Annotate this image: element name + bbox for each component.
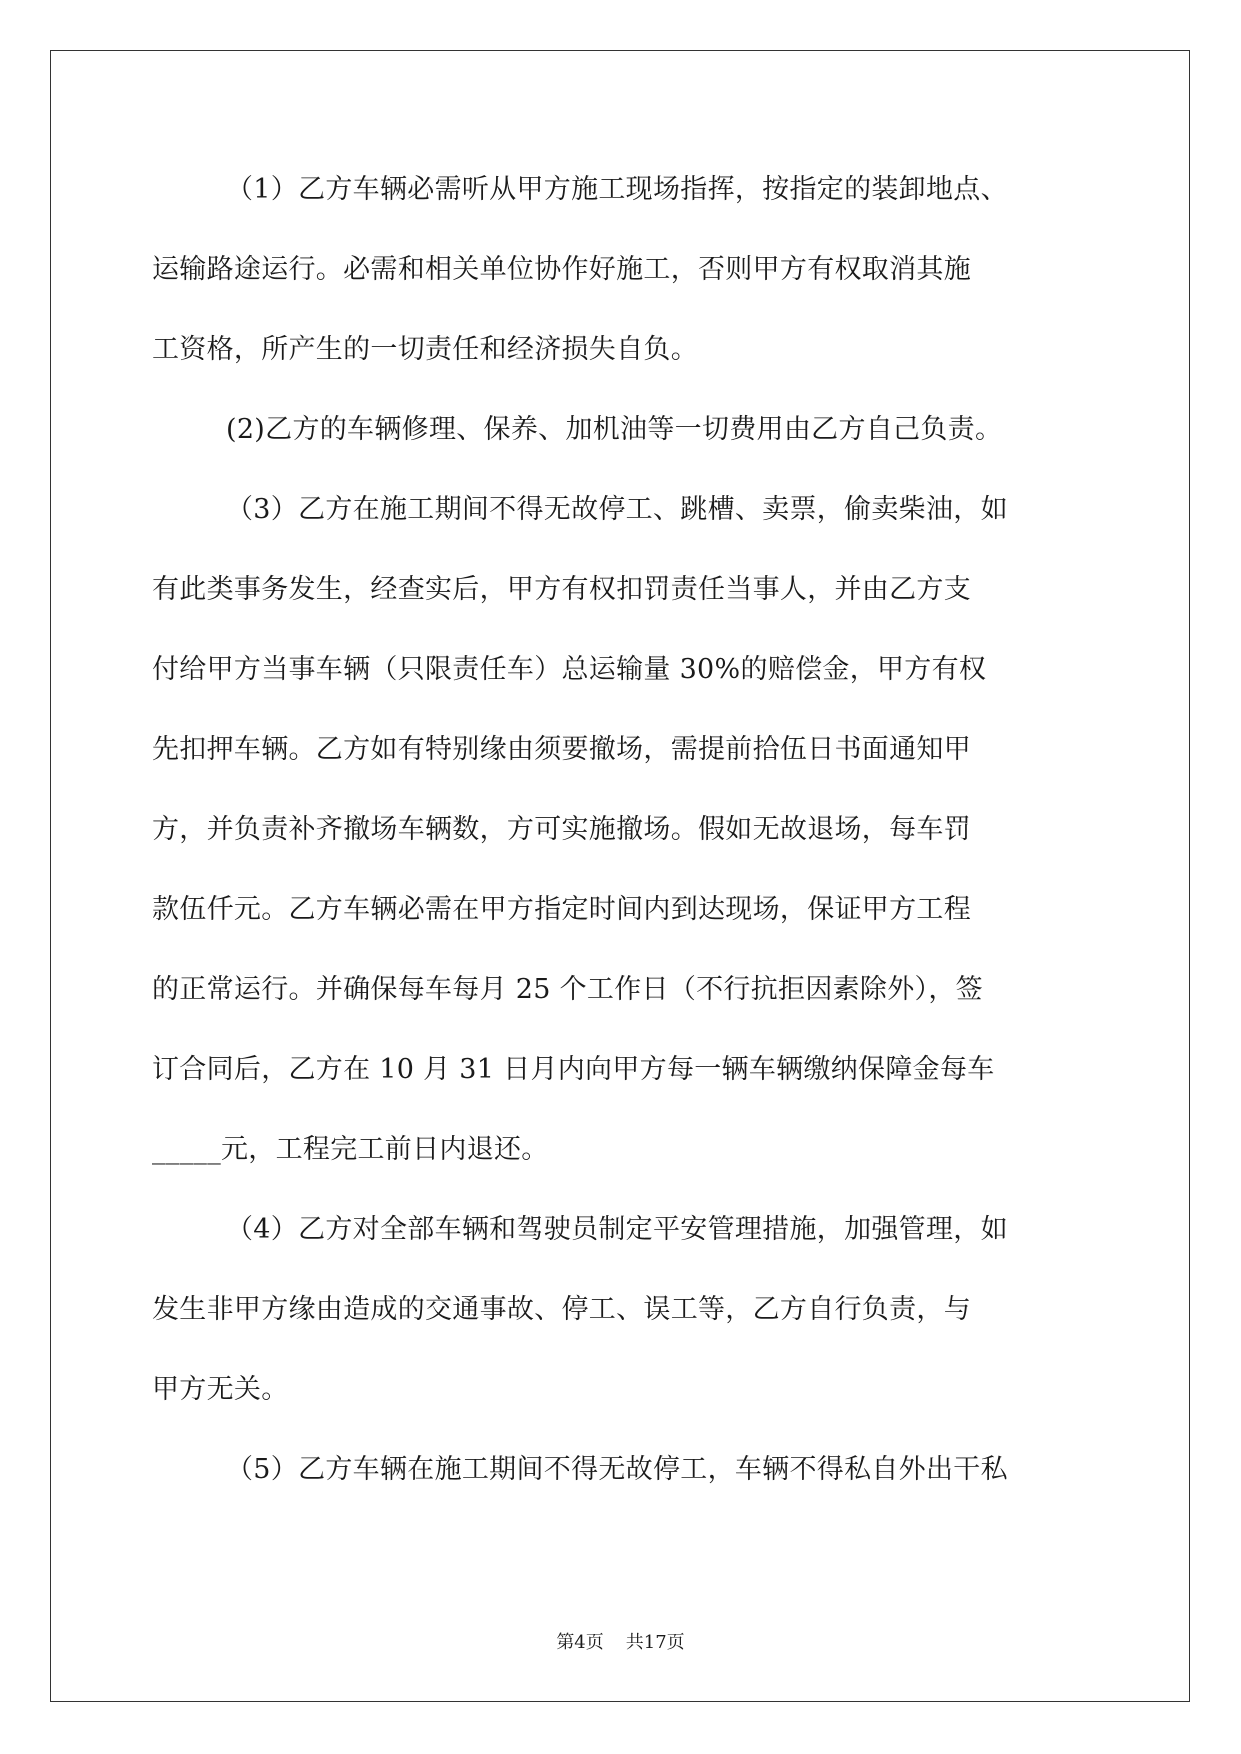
- text-line: 订合同后，乙方在 10 月 31 日月内向甲方每一辆车辆缴纳保障金每车: [152, 1054, 995, 1085]
- text-line: 工资格，所产生的一切责任和经济损失自负。: [152, 334, 698, 365]
- text-line: 方，并负责补齐撤场车辆数，方可实施撤场。假如无故退场，每车罚: [152, 814, 971, 845]
- text-line: 甲方无关。: [152, 1374, 289, 1405]
- text-line: 发生非甲方缘由造成的交通事故、停工、误工等，乙方自行负责，与: [152, 1294, 971, 1325]
- page-number: 第4页: [556, 1632, 604, 1653]
- text-line: 款伍仟元。乙方车辆必需在甲方指定时间内到达现场，保证甲方工程: [152, 894, 971, 925]
- text-line: （4）乙方对全部车辆和驾驶员制定平安管理措施，加强管理，如: [226, 1214, 1008, 1245]
- page-footer: [0, 1628, 1241, 1654]
- text-line: 付给甲方当事车辆（只限责任车）总运输量 30%的赔偿金，甲方有权: [152, 654, 987, 685]
- page-total: 共17页: [625, 1632, 685, 1653]
- text-line: （5）乙方车辆在施工期间不得无故停工，车辆不得私自外出干私: [226, 1454, 1008, 1485]
- text-line: 运输路途运行。必需和相关单位协作好施工，否则甲方有权取消其施: [152, 254, 971, 285]
- text-line: （1）乙方车辆必需听从甲方施工现场指挥，按指定的装卸地点、: [226, 174, 1008, 205]
- text-line: _____元，工程完工前日内退还。: [152, 1134, 549, 1165]
- text-line: 先扣押车辆。乙方如有特别缘由须要撤场，需提前拾伍日书面通知甲: [152, 734, 971, 765]
- text-line: (2)乙方的车辆修理、保养、加机油等一切费用由乙方自己负责。: [226, 414, 1003, 445]
- text-line: （3）乙方在施工期间不得无故停工、跳槽、卖票，偷卖柴油，如: [226, 494, 1008, 525]
- document-body: [152, 150, 1092, 1510]
- text-line: 的正常运行。并确保每车每月 25 个工作日（不行抗拒因素除外），签: [152, 974, 983, 1005]
- text-line: 有此类事务发生，经查实后，甲方有权扣罚责任当事人，并由乙方支: [152, 574, 971, 605]
